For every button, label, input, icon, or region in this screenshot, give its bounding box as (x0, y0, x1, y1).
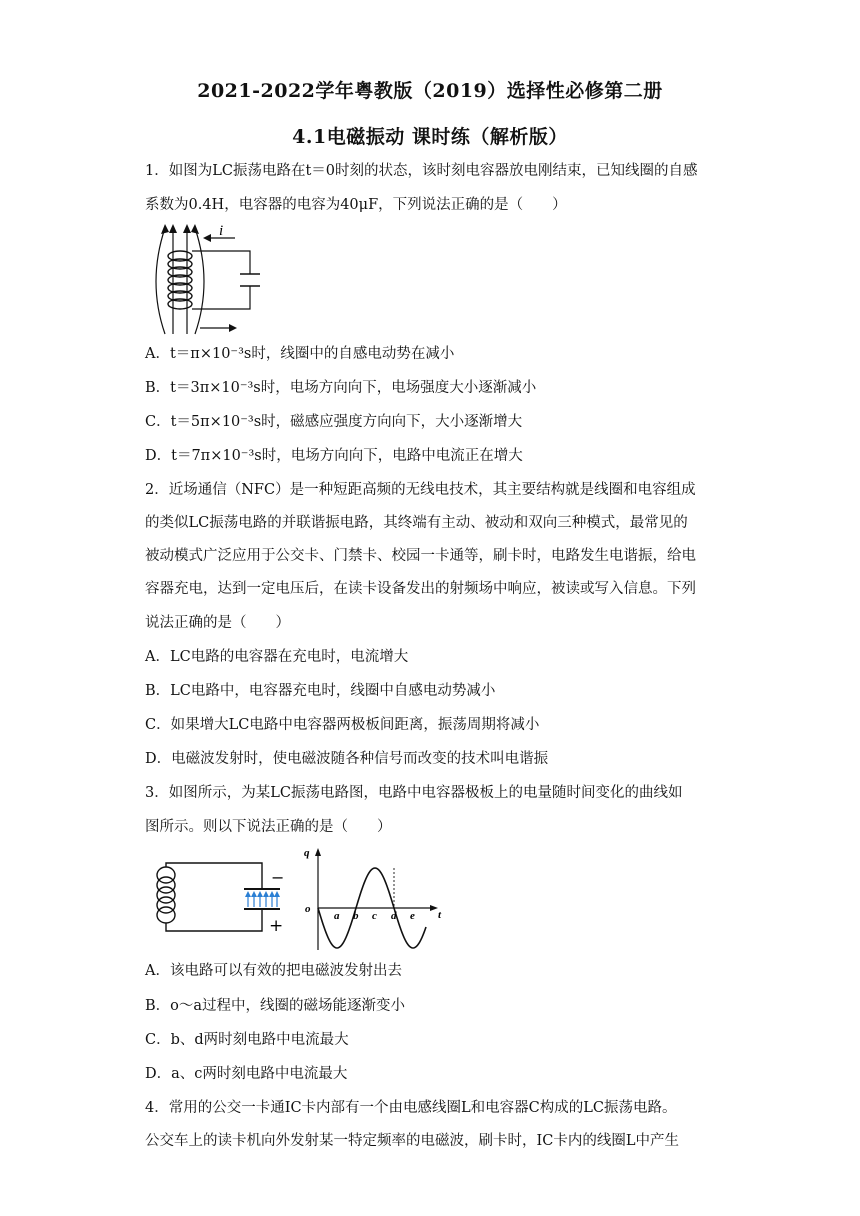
q3-stem-line2: 图所示。则以下说法正确的是（ ） (145, 819, 392, 835)
q2-stem-line1: 2．近场通信（NFC）是一种短距高频的无线电技术，其主要结构就是线圈和电容组成 (145, 482, 696, 498)
q1-current-label: i (219, 223, 224, 239)
q3-option-a: A．该电路可以有效的把电磁波发射出去 (145, 963, 402, 979)
q3-tick-label-c: c (372, 910, 377, 922)
q4-stem-line2: 公交车上的读卡机向外发射某一特定频率的电磁波，刷卡时，IC卡内的线圈L中产生 (145, 1133, 679, 1149)
q3-x-axis-label: t (438, 909, 442, 921)
q3-tick-label-e: e (410, 910, 415, 922)
doc-title-line1: 2021-2022学年粤教版（2019）选择性必修第二册 (197, 80, 663, 102)
q1-stem-line2: 系数为0.4H，电容器的电容为40μF，下列说法正确的是（ ） (145, 197, 567, 213)
q1-stem-line1: 1．如图为LC振荡电路在t＝0时刻的状态，该时刻电容器放电刚结束，已知线圈的自感 (145, 163, 698, 179)
q2-option-b: B．LC电路中，电容器充电时，线圈中自感电动势减小 (145, 683, 496, 699)
q1-circuit-figure (145, 222, 265, 338)
q3-origin-label: o (305, 903, 311, 915)
q1-option-c: C．t＝5π×10⁻³s时，磁感应强度方向向下，大小逐渐增大 (145, 414, 523, 430)
doc-title-line2: 4.1电磁振动 课时练（解析版） (292, 126, 568, 148)
q3-option-c: C．b、d两时刻电路中电流最大 (145, 1032, 349, 1048)
q3-stem-line1: 3．如图所示，为某LC振荡电路图，电路中电容器极板上的电量随时间变化的曲线如 (145, 785, 683, 801)
q2-stem-line2: 的类似LC振荡电路的并联谐振电路，其终端有主动、被动和双向三种模式，最常见的 (145, 515, 688, 531)
q2-option-c: C．如果增大LC电路中电容器两极板间距离，振荡周期将减小 (145, 717, 540, 733)
q3-minus-sign: − (271, 868, 285, 887)
q3-option-d: D．a、c两时刻电路中电流最大 (145, 1066, 348, 1082)
q4-stem-line1: 4．常用的公交一卡通IC卡内部有一个由电感线圈L和电容器C构成的LC振荡电路。 (145, 1100, 677, 1116)
q3-plus-sign: + (269, 916, 284, 936)
q3-y-axis-label: q (304, 847, 310, 859)
q1-option-d: D．t＝7π×10⁻³s时，电场方向向下，电路中电流正在增大 (145, 448, 523, 464)
q2-stem-line5: 说法正确的是（ ） (145, 615, 290, 631)
q2-stem-line4: 容器充电，达到一定电压后，在读卡设备发出的射频场中响应，被读或写入信息。下列 (145, 581, 696, 597)
q1-option-a: A．t＝π×10⁻³s时，线圈中的自感电动势在减小 (145, 346, 455, 362)
q2-option-d: D．电磁波发射时，使电磁波随各种信号而改变的技术叫电谐振 (145, 751, 549, 767)
q3-tick-label-b: b (353, 910, 359, 922)
q3-charge-graph (298, 846, 448, 952)
q3-circuit-figure (150, 845, 290, 945)
q3-option-b: B．o～a过程中，线圈的磁场能逐渐变小 (145, 998, 406, 1014)
q2-option-a: A．LC电路的电容器在充电时，电流增大 (145, 649, 409, 665)
q2-stem-line3: 被动模式广泛应用于公交卡、门禁卡、校园一卡通等，刷卡时，电路发生电谐振，给电 (145, 548, 696, 564)
q3-tick-label-a: a (334, 910, 340, 922)
q1-option-b: B．t＝3π×10⁻³s时，电场方向向下，电场强度大小逐渐减小 (145, 380, 537, 396)
q3-tick-label-d: d (391, 910, 397, 922)
